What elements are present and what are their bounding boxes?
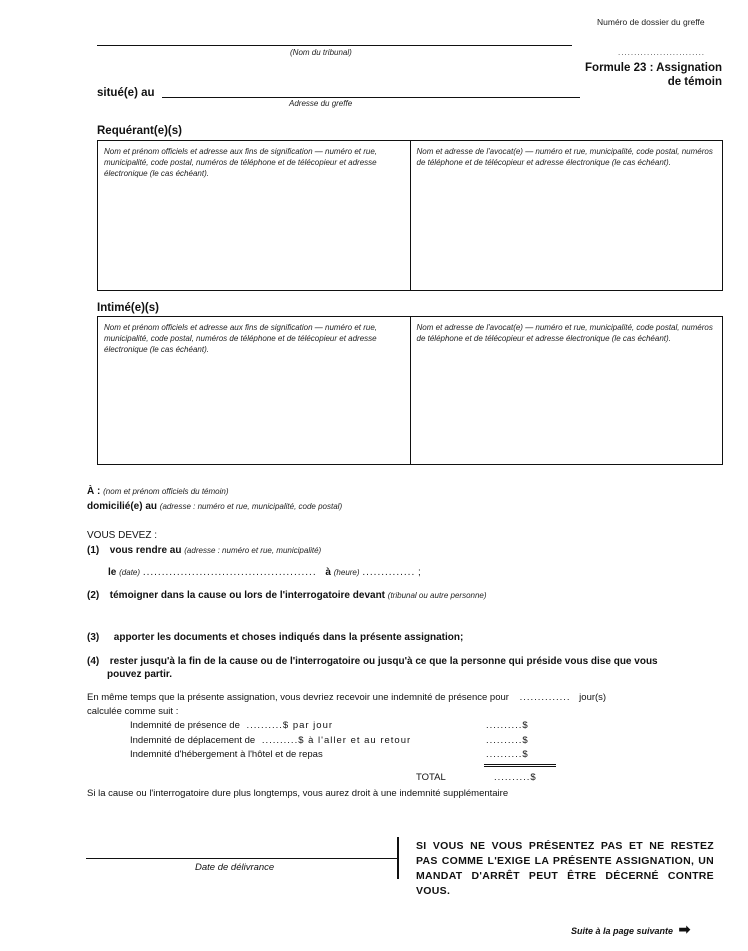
- form-title: [572, 61, 722, 89]
- time-label: à: [325, 567, 331, 578]
- form-title-line2: de témoin: [667, 76, 722, 88]
- applicant-lawyer-field[interactable]: [410, 141, 723, 290]
- form-title-line1: Formule 23 : Assignation: [585, 62, 722, 74]
- arrow-right-icon: ➡: [678, 921, 691, 937]
- duty-2-number: (2): [87, 590, 100, 601]
- travel-amount-field[interactable]: ..........$: [486, 735, 529, 746]
- duty-2[interactable]: [87, 590, 487, 601]
- respondent-party-note: Nom et prénom officiels et adresse aux fins de signification — numéro et rue, municipalité, code postal, numéros de téléphone et de télécopieur et adresse électronique (le cas échéant).: [104, 323, 378, 354]
- duties-heading: VOUS DEVEZ :: [87, 530, 158, 541]
- travel-label: Indemnité de déplacement de: [130, 735, 256, 746]
- respondent-lawyer-note: Nom et adresse de l'avocat(e) — numéro et rue, municipalité, code postal, numéros de téléphone et de télécopieur et adresse électronique (le cas échéant).: [416, 323, 713, 343]
- subtotal-rule-2: [484, 766, 556, 767]
- duty-4: [87, 655, 658, 681]
- file-number-label: Numéro de dossier du greffe: [597, 17, 705, 27]
- applicant-party-field[interactable]: [98, 141, 410, 290]
- arrest-warning: SI VOUS NE VOUS PRÉSENTEZ PAS ET NE RESTEZ PAS COMME L'EXIGE LA PRÉSENTE ASSIGNATION, UN MANDAT D'ARRÊT PEUT ÊTRE DÉCERNÉ CONTRE VOUS.: [416, 840, 714, 897]
- date-hint: (date): [119, 568, 141, 577]
- total-amount-field[interactable]: ..........$: [494, 772, 537, 783]
- presence-amount-field[interactable]: ..........$: [486, 720, 529, 731]
- indemnity-days-label: jour(s): [579, 692, 607, 703]
- indemnity-days-field[interactable]: ..............: [519, 692, 571, 703]
- duty-4-number: (4): [87, 656, 100, 667]
- date-label: le: [108, 567, 117, 578]
- duty-1-hint: (adresse : numéro et rue, municipalité): [184, 546, 322, 555]
- indemnity-row-presence[interactable]: [130, 720, 333, 731]
- duty-3-text: apporter les documents et choses indiqués dans la présente assignation;: [113, 632, 464, 643]
- duty-4-text-line2: pouvez partir.: [107, 669, 173, 680]
- lodging-amount-field[interactable]: ..........$: [486, 749, 529, 760]
- time-field[interactable]: ..............: [362, 567, 416, 578]
- delivery-date-line[interactable]: [86, 858, 397, 859]
- extra-indemnity-note: Si la cause ou l'interrogatoire dure plus longtemps, vous aurez droit à une indemnité supplémentaire: [87, 788, 509, 799]
- to-label: À :: [87, 486, 101, 497]
- duty-3-number: (3): [87, 632, 100, 643]
- lodging-label: Indemnité d'hébergement à l'hôtel et de repas: [130, 749, 323, 760]
- duty-1[interactable]: [87, 545, 321, 556]
- vertical-divider: [397, 837, 399, 879]
- indemnity-intro-text: En même temps que la présente assignation, vous devriez recevoir une indemnité de présence pour: [87, 692, 509, 703]
- applicant-lawyer-note: Nom et adresse de l'avocat(e) — numéro et rue, municipalité, code postal, numéros de téléphone et de télécopieur et adresse électronique (le cas échéant).: [416, 147, 713, 167]
- time-hint: (heure): [333, 568, 360, 577]
- indemnity-row-lodging: [130, 749, 323, 760]
- continued-note: [571, 921, 690, 938]
- witness-address-hint: (adresse : numéro et rue, municipalité, code postal): [159, 502, 343, 511]
- witness-address-row[interactable]: [87, 501, 342, 512]
- total-label: TOTAL: [416, 772, 446, 783]
- court-name-hint: (Nom du tribunal): [290, 48, 352, 57]
- time-end: ;: [418, 567, 421, 578]
- duty-2-hint: (tribunal ou autre personne): [387, 591, 487, 600]
- travel-rate-field[interactable]: ..........$ à l'aller et au retour: [261, 735, 412, 746]
- duty-4-text-line1: rester jusqu'à la fin de la cause ou de l'interrogatoire ou jusqu'à ce que la personne qui préside vous dise que vous: [109, 656, 658, 667]
- domicile-label: domicilié(e) au: [87, 501, 158, 512]
- presence-label: Indemnité de présence de: [130, 720, 240, 731]
- presence-rate-field[interactable]: ..........$ par jour: [246, 720, 334, 731]
- respondents-box: [97, 316, 723, 465]
- duty-1-number: (1): [87, 545, 100, 556]
- indemnity-row-travel[interactable]: [130, 735, 411, 746]
- respondent-party-field[interactable]: [98, 317, 410, 464]
- duty-2-text: témoigner dans la cause ou lors de l'interrogatoire devant: [109, 590, 386, 601]
- applicants-box: [97, 140, 723, 291]
- date-time-row[interactable]: [108, 567, 421, 578]
- court-name-line[interactable]: [97, 45, 572, 46]
- court-address-line[interactable]: [162, 97, 580, 98]
- respondents-title: Intimé(e)(s): [97, 302, 159, 314]
- applicants-title: Requérant(e)(s): [97, 125, 182, 137]
- situated-label: situé(e) au: [97, 87, 155, 99]
- court-address-hint: Adresse du greffe: [289, 99, 353, 108]
- indemnity-intro: [87, 692, 606, 703]
- respondent-lawyer-field[interactable]: [410, 317, 723, 464]
- subtotal-rule: [484, 764, 556, 765]
- indemnity-calc-label: calculée comme suit :: [87, 706, 179, 717]
- witness-name-row[interactable]: [87, 486, 229, 497]
- continued-text: Suite à la page suivante: [571, 926, 674, 936]
- delivery-date-label: Date de délivrance: [195, 862, 275, 873]
- file-number-field[interactable]: ...........................: [618, 48, 706, 57]
- witness-name-hint: (nom et prénom officiels du témoin): [103, 487, 229, 496]
- duty-1-text: vous rendre au: [109, 545, 182, 556]
- applicant-party-note: Nom et prénom officiels et adresse aux fins de signification — numéro et rue, municipalité, code postal, numéros de téléphone et de télécopieur et adresse électronique (le cas échéant).: [104, 147, 378, 178]
- duty-3: [87, 632, 463, 643]
- date-field[interactable]: ..............................................: [142, 567, 317, 578]
